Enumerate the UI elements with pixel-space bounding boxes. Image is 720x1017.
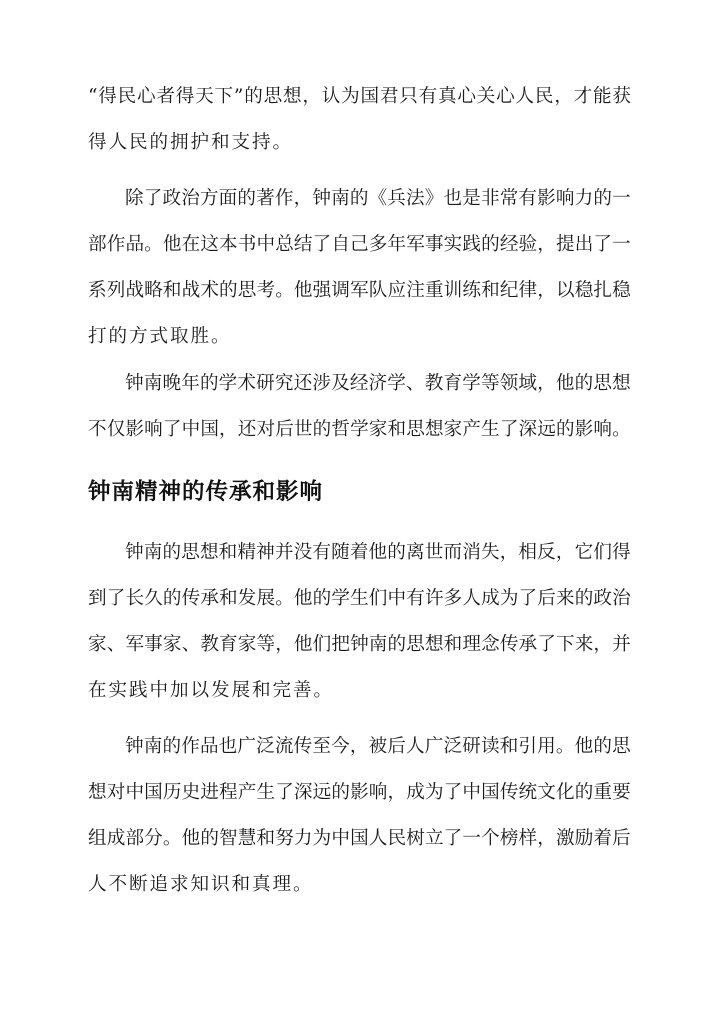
text-line: 人不断追求知识和真理。 xyxy=(88,874,314,895)
section-heading: 钟南精神的传承和影响 xyxy=(88,479,324,505)
text-line: 得人民的拥护和支持。 xyxy=(88,132,293,153)
text-line: 想 对 中 国 历 史 进 程 产 生 了 深 远 的 影 响 ， 成 为 了 中 国 传 统 文 化 的 重 要 xyxy=(88,782,631,803)
text-line: 除 了 政 治 方 面 的 著 作 ， 钟 南 的 《 兵 法 》 也 是 非 常 有 影 响 力 的 一 xyxy=(125,188,631,209)
text-line: 家 、 军 事 家 、 教 育 家 等 ， 他 们 把 钟 南 的 思 想 和 理 念 传 承 了 下 来 ， 并 xyxy=(88,634,631,655)
text-line: 钟 南 的 思 想 和 精 神 并 没 有 随 着 他 的 离 世 而 消 失 ， 相 反 ， 它 们 得 xyxy=(125,542,631,563)
text-line: 打的方式取胜。 xyxy=(88,326,232,347)
text-line: 不 仅 影 响 了 中 国 ， 还 对 后 世 的 哲 学 家 和 思 想 家 产 生 了 深 远 的 影 响 。 xyxy=(88,419,631,440)
text-line: 钟 南 晚 年 的 学 术 研 究 还 涉 及 经 济 学 、 教 育 学 等 领 域 ， 他 的 思 想 xyxy=(125,373,631,394)
text-line: 系 列 战 略 和 战 术 的 思 考 。 他 强 调 军 队 应 注 重 训 练 和 纪 律 ， 以 稳 扎 稳 xyxy=(88,280,631,301)
text-line: 钟 南 的 作 品 也 广 泛 流 传 至 今 ， 被 后 人 广 泛 研 读 和 引 用 。 他 的 思 xyxy=(125,736,631,757)
text-line: 在实践中加以发展和完善。 xyxy=(88,680,334,701)
text-line: 到 了 长 久 的 传 承 和 发 展 。 他 的 学 生 们 中 有 许 多 人 成 为 了 后 来 的 政 治 xyxy=(88,588,631,609)
text-line: “ 得 民 心 者 得 天 下 ” 的 思 想 ， 认 为 国 君 只 有 真 心 关 心 人 民 ， 才 能 获 xyxy=(88,86,631,107)
text-line: 部 作 品 。 他 在 这 本 书 中 总 结 了 自 己 多 年 军 事 实 践 的 经 验 ， 提 出 了 一 xyxy=(88,234,631,255)
text-line: 组 成 部 分 。 他 的 智 慧 和 努 力 为 中 国 人 民 树 立 了 一 个 榜 样 ， 激 励 着 后 xyxy=(88,828,631,849)
